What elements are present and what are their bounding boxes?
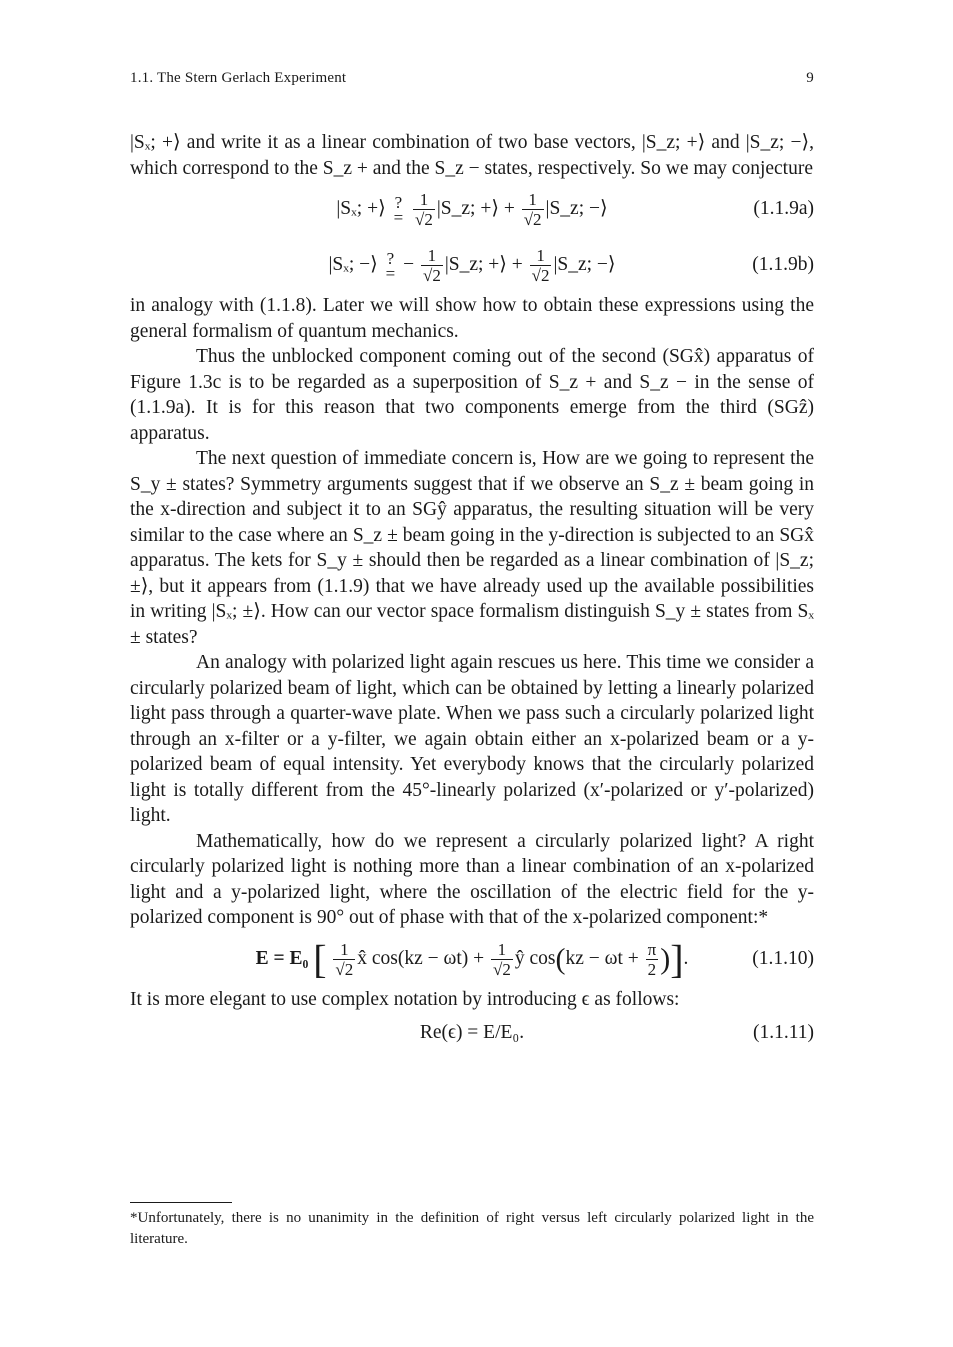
equation-body <box>130 237 814 293</box>
equation-1-1-9a <box>130 181 814 237</box>
eq-term: . <box>683 947 689 969</box>
footnote-rule <box>130 1202 232 1203</box>
paragraph-2: in analogy with (1.1.8). Later we will show how to obtain these expressions using the general formalism of quantum mechanics. <box>130 295 814 342</box>
equation-body <box>130 931 814 987</box>
equation-body <box>130 181 814 237</box>
fraction-denominator: √2 <box>531 266 550 286</box>
eq-term: |S_z; +⟩ <box>436 198 499 219</box>
question-equals <box>393 192 404 227</box>
eq-operator: + <box>503 198 515 219</box>
question-mark: ? <box>394 192 403 212</box>
right-bracket: ] <box>670 936 684 982</box>
eq-operator: + <box>511 254 523 275</box>
equals-sign: = <box>385 263 396 283</box>
question-equals <box>385 248 396 283</box>
fraction-numerator: π <box>647 939 657 959</box>
fraction-numerator: 1 <box>421 246 443 266</box>
section-title: 1.1. The Stern Gerlach Experiment <box>130 70 347 86</box>
equation-1-1-10 <box>130 931 814 987</box>
left-paren: ( <box>555 942 566 976</box>
paragraph-4: The next question of immediate concern is, How are we going to represent the S_y ± states? Symmetry arguments suggest that if we observe an S_z ± beam going in the x-direction and subject it to an SGŷ apparatus, the resulting situation will be very similar to the case where an S_z ± beam going in the y-direction is subjected to an SGx̂ apparatus. The kets for S_y ± should then be regarded as a linear combination of |S_z; ±⟩, but it appears from (1.1.9) that we have already used up the available possibilities in writing |Sₓ; ±⟩. How can our vector space formalism distinguish S_y ± states from Sₓ ± states? <box>130 448 814 648</box>
footnote: *Unfortunately, there is no unanimity in the definition of right versus left circularly polarized light in the literature. <box>130 1210 814 1247</box>
fraction-numerator: 1 <box>522 190 544 210</box>
fraction <box>530 246 552 285</box>
fraction <box>333 940 355 979</box>
eq-term: |S_z; −⟩ <box>553 254 616 275</box>
equation-number: (1.1.9b) <box>752 254 814 275</box>
eq-term: x̂ cos(kz − ωt) + <box>357 947 485 969</box>
fraction-numerator: 1 <box>413 190 435 210</box>
equation-number: (1.1.9a) <box>753 198 814 219</box>
fraction <box>646 940 659 979</box>
paragraph-3: Thus the unblocked component coming out of the second (SGx̂) apparatus of Figure 1.3c is to be regarded as a superposition of S_z + and S_z − in the sense of (1.1.9a). It is for this reason that two components emerge from the third (SGẑ) apparatus. <box>130 346 814 444</box>
body-text <box>130 130 814 1054</box>
eq-lhs: |Sₓ; +⟩ <box>336 198 386 219</box>
fraction-denominator: √2 <box>422 266 441 286</box>
fraction-numerator: 1 <box>530 246 552 266</box>
fraction-denominator: √2 <box>415 210 433 230</box>
fraction-numerator: 1 <box>491 940 513 960</box>
running-head <box>130 70 814 92</box>
equation-1-1-11 <box>130 1012 814 1054</box>
fraction-denominator: √2 <box>523 210 542 230</box>
equation-number: (1.1.11) <box>752 1022 814 1043</box>
paragraph-6: Mathematically, how do we represent a circularly polarized light? A right circularly polarized light is nothing more than a linear combination of an x-polarized light and a y-polarized light, where the oscillation of the electric field for the y-polarized component is 90° out of phase with that of the x-polarized component:* <box>130 830 814 928</box>
fraction-numerator: 1 <box>333 940 355 960</box>
fraction-denominator: 2 <box>647 959 657 979</box>
eq-term: |S_z; −⟩ <box>545 198 608 219</box>
paragraph-7: It is more elegant to use complex notation by introducing ϵ as follows: <box>130 988 680 1010</box>
fraction <box>522 190 544 229</box>
eq-lhs: |Sₓ; −⟩ <box>328 254 378 275</box>
book-page <box>130 0 814 1347</box>
eq-term: |S_z; +⟩ <box>444 254 507 275</box>
fraction <box>421 246 443 285</box>
fraction <box>491 940 513 979</box>
eq-sign: − <box>403 254 415 275</box>
paragraph-5: An analogy with polarized light again rescues us here. This time we consider a circularly polarized beam of light, which can be obtained by letting a linearly polarized light pass through a quarter-wave plate. When we pass such a circularly polarized light through an x-filter or a y-filter, we again obtain either an x-polarized beam or a y-polarized beam of equal intensity. Yet everybody knows that the circularly polarized light is totally different from the 45°-linearly polarized (x′-polarized or y′-polarized) light. <box>130 652 814 826</box>
equation-number: (1.1.10) <box>752 947 814 969</box>
eq-term: ŷ cos <box>514 947 556 969</box>
page-number: 9 <box>806 70 814 86</box>
fraction-denominator: √2 <box>335 959 354 979</box>
eq-term: kz − ωt + <box>565 947 639 969</box>
equals-sign: = <box>393 207 404 227</box>
question-mark: ? <box>386 248 395 268</box>
paragraph-1: |Sₓ; +⟩ and write it as a linear combination of two base vectors, |S_z; +⟩ and |S_z; −⟩, which correspond to the S_z + and the S_z − states, respectively. So we may conjecture <box>130 132 814 179</box>
equation-body: Re(ϵ) = E/E₀. <box>419 1022 525 1043</box>
left-bracket: [ <box>313 936 327 982</box>
eq-lhs: E = E₀ <box>255 947 309 969</box>
right-paren: ) <box>660 942 671 976</box>
equation-1-1-9b <box>130 237 814 293</box>
fraction-denominator: √2 <box>493 959 511 979</box>
fraction <box>413 190 435 229</box>
